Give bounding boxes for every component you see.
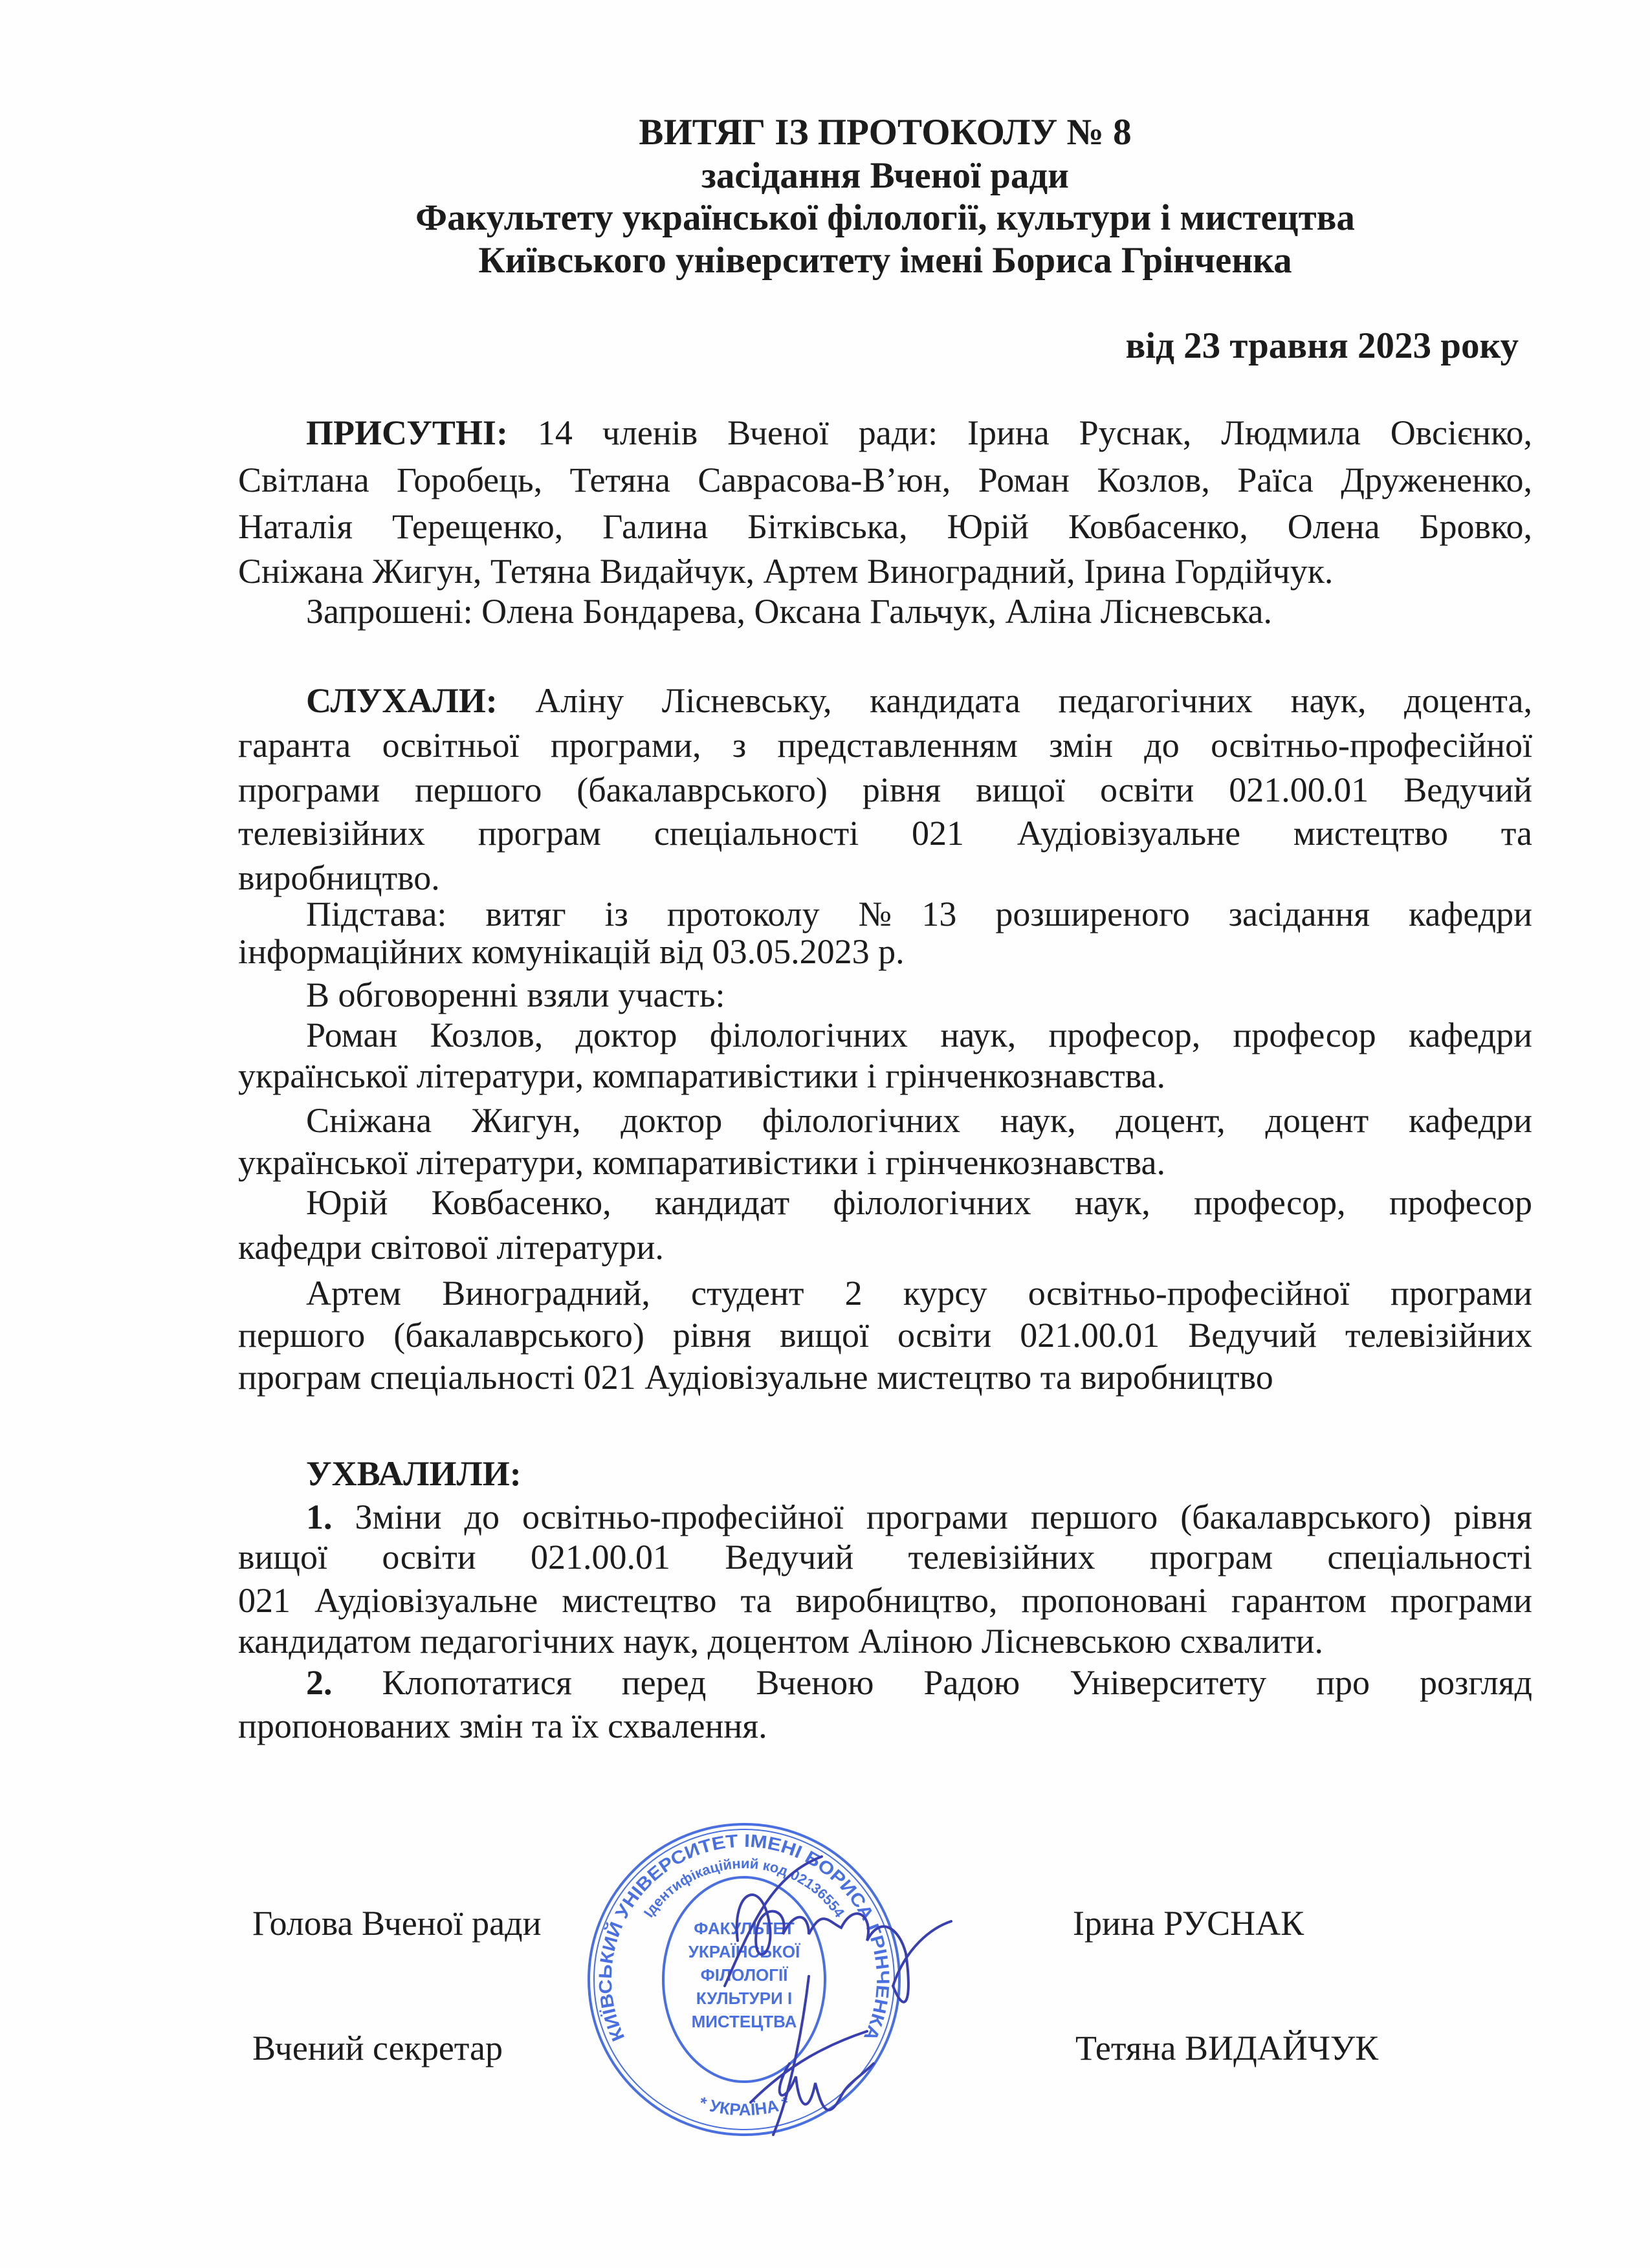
line-text: телевізійних програм спеціальності 021 Аудіовізуальне мистецтво та xyxy=(238,814,1532,853)
text-line xyxy=(238,505,1532,548)
signature-role-secretary: Вчений секретар xyxy=(252,2029,503,2067)
text-line xyxy=(306,974,1532,1016)
line-text: виробництво. xyxy=(238,858,440,897)
line-text: української літератури, компаративістики і грінченкознавства. xyxy=(238,1056,1166,1095)
stamp-outer-text: КИЇВСЬКИЙ УНІВЕРСИТЕТ ІМЕНІ БОРИСА ГРІНЧЕНКА xyxy=(595,1830,894,2045)
stamp-inner-text: ФІЛОЛОГІЇ xyxy=(700,1965,788,1985)
line-text: Сніжана Жигун, Тетяна Видайчук, Артем Виноградний, Ірина Гордійчук. xyxy=(238,552,1334,591)
title-line: Київського університету імені Бориса Грінченка xyxy=(478,240,1292,281)
section-label: 2. xyxy=(306,1663,333,1702)
text-line xyxy=(306,590,1532,633)
text-line xyxy=(306,679,1532,722)
line-text: 021 Аудіовізуальне мистецтво та виробництво, пропоновані гарантом програми xyxy=(238,1581,1532,1620)
line-text: програми першого (бакалаврського) рівня вищої освіти 021.00.01 Ведучий xyxy=(238,770,1532,809)
section-label: ПРИСУТНІ: xyxy=(306,413,508,452)
section-label: 1. xyxy=(306,1498,333,1536)
line-text: першого (бакалаврського) рівня вищої освіти 021.00.01 Ведучий телевізійних xyxy=(238,1316,1532,1355)
title-line: Факультету української філології, культури і мистецтва xyxy=(415,197,1355,238)
text-line xyxy=(238,1314,1532,1357)
title-line: ВИТЯГ ІЗ ПРОТОКОЛУ № 8 xyxy=(639,112,1132,153)
meeting-date: від 23 травня 2023 року xyxy=(1125,325,1519,366)
text-line xyxy=(238,1536,1532,1578)
secretary-signature xyxy=(751,1976,874,2135)
text-line xyxy=(238,1356,1532,1399)
text-line xyxy=(238,1579,1532,1622)
line-text: Зміни до освітньо-професійної програми першого (бакалаврського) рівня xyxy=(355,1498,1532,1536)
line-text: кандидатом педагогічних наук, доцентом Аліною Лісневською схвалити. xyxy=(238,1622,1323,1661)
line-text: гаранта освітньої програми, з представленням змін до освітньо-професійної xyxy=(238,726,1532,765)
text-line xyxy=(238,769,1532,811)
line-text: В обговоренні взяли участь: xyxy=(306,976,725,1014)
line-text: Наталія Терещенко, Галина Бітківська, Юрій Ковбасенко, Олена Бровко, xyxy=(238,507,1532,546)
line-text: 14 членів Вченої ради: Ірина Руснак, Людмила Овсієнко, xyxy=(537,413,1533,452)
chair-signature xyxy=(725,1857,951,2002)
line-text: української літератури, компаративістики і грінченкознавства. xyxy=(238,1143,1166,1182)
text-line xyxy=(306,893,1532,935)
line-text: Світлана Горобець, Тетяна Саврасова-В’юн, Роман Козлов, Раїса Дружененко, xyxy=(238,461,1532,499)
text-line xyxy=(306,1181,1532,1224)
text-line xyxy=(238,1705,1532,1747)
text-line xyxy=(306,1661,1532,1704)
stamp-code-text: Ідентифікаційний код 02136554 xyxy=(640,1855,848,1921)
title-line: засідання Вченої ради xyxy=(701,155,1069,196)
text-line xyxy=(238,1141,1532,1184)
text-line xyxy=(238,1620,1532,1663)
stamp-inner-text: КУЛЬТУРИ І xyxy=(696,1989,793,2008)
line-text: програм спеціальності 021 Аудіовізуальне мистецтво та виробництво xyxy=(238,1358,1273,1397)
text-line xyxy=(306,411,1532,454)
line-text: інформаційних комунікацій від 03.05.2023 р. xyxy=(238,932,905,971)
text-line xyxy=(306,1014,1532,1056)
stamp-inner-text: МИСТЕЦТВА xyxy=(691,2012,797,2031)
line-text: Юрій Ковбасенко, кандидат філологічних наук, професор, професор xyxy=(306,1183,1532,1222)
handwritten-signatures xyxy=(712,1850,984,2148)
section-label: УХВАЛИЛИ: xyxy=(306,1454,522,1493)
line-text: вищої освіти 021.00.01 Ведучий телевізійних програм спеціальності xyxy=(238,1538,1532,1576)
line-text: Аліну Лісневську, кандидата педагогічних наук, доцента, xyxy=(535,681,1533,720)
line-text: Роман Козлов, доктор філологічних наук, професор, професор кафедри xyxy=(306,1016,1532,1054)
text-line xyxy=(306,1272,1532,1314)
text-line xyxy=(238,1226,1532,1269)
line-text: Клопотатися перед Вченою Радою Університету про розгляд xyxy=(382,1663,1532,1702)
text-line xyxy=(238,812,1532,855)
stamp-inner-text: ФАКУЛЬТЕТ xyxy=(694,1919,795,1938)
line-text: Запрошені: Олена Бондарева, Оксана Гальчук, Аліна Лісневська. xyxy=(306,592,1272,631)
text-line xyxy=(238,930,1532,973)
line-text: Сніжана Жигун, доктор філологічних наук, доцент, доцент кафедри xyxy=(306,1101,1532,1140)
signature-role-chair: Голова Вченої ради xyxy=(252,1904,542,1943)
line-text: Артем Виноградний, студент 2 курсу освітньо-професійної програми xyxy=(306,1274,1532,1313)
text-line xyxy=(238,550,1532,593)
stamp-inner-text: УКРАЇНСЬКОЇ xyxy=(688,1942,800,1961)
signature-name-chair: Ірина РУСНАК xyxy=(1073,1904,1304,1943)
section-label: СЛУХАЛИ: xyxy=(306,681,498,720)
line-text: кафедри світової літератури. xyxy=(238,1228,664,1267)
text-line xyxy=(306,1452,1532,1495)
text-line xyxy=(306,1099,1532,1142)
text-line xyxy=(306,1496,1532,1538)
text-line xyxy=(238,1054,1532,1097)
text-line xyxy=(238,459,1532,501)
text-line xyxy=(238,724,1532,767)
stamp-bottom-text: * УКРАЇНА * xyxy=(696,2092,792,2120)
line-text: пропонованих змін та їх схвалення. xyxy=(238,1706,767,1745)
line-text: Підстава: витяг із протоколу №13 розширеного засідання кафедри xyxy=(306,895,1532,933)
signature-name-secretary: Тетяна ВИДАЙЧУК xyxy=(1075,2029,1379,2067)
